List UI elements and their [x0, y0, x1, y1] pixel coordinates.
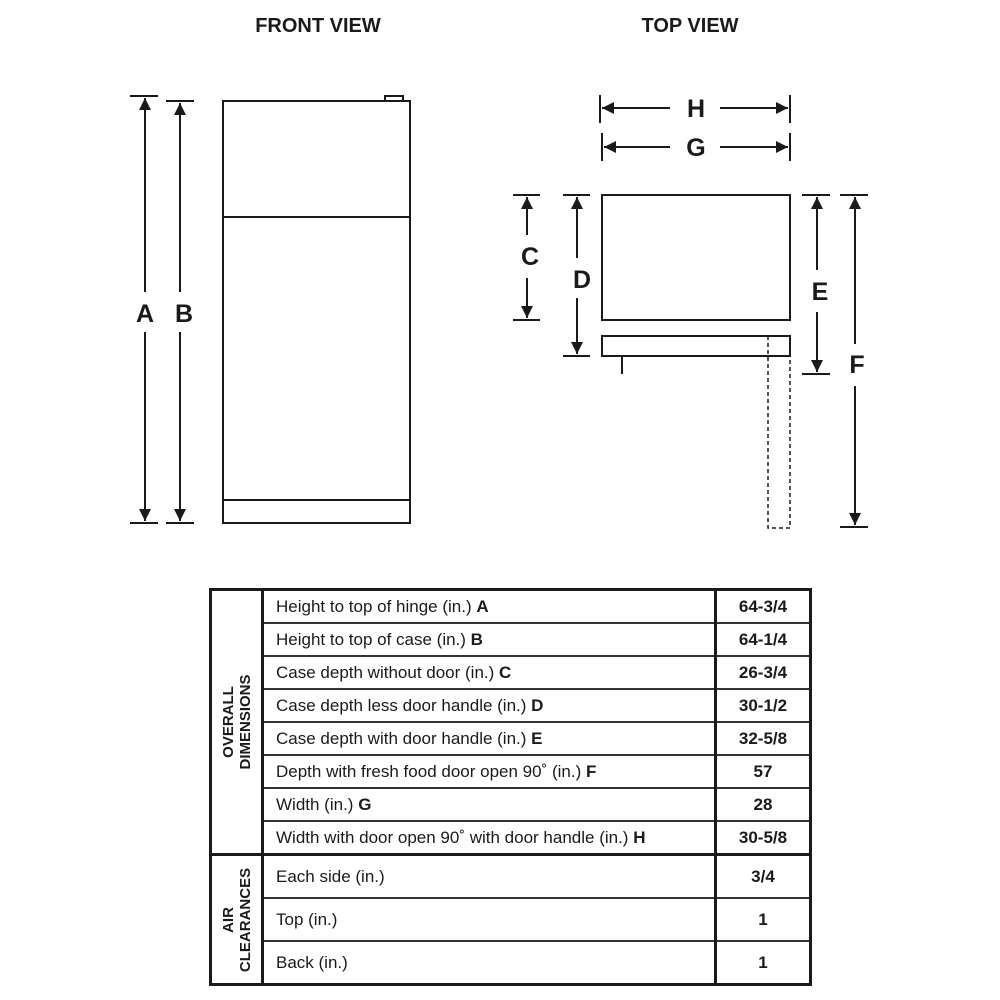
top-view-title: TOP VIEW — [641, 15, 739, 37]
table-row — [211, 590, 811, 624]
row-value: 57 — [716, 755, 811, 788]
specifications-table — [209, 588, 812, 986]
group-label-line: AIR — [219, 906, 237, 933]
row-value: 64-1/4 — [716, 623, 811, 656]
dimension-a-label: A — [135, 300, 155, 328]
row-description: Width with door open 90˚ with door handle (in.) H — [263, 821, 716, 855]
dimension-b-label: B — [174, 300, 194, 328]
row-description: Depth with fresh food door open 90˚ (in.) F — [263, 755, 716, 788]
group-label-line: CLEARANCES — [236, 867, 254, 972]
front-view-title: FRONT VIEW — [255, 15, 381, 37]
table-row — [211, 821, 811, 855]
dimension-f-label: F — [849, 351, 865, 379]
table-row — [211, 689, 811, 722]
air-clearances-group-label — [211, 855, 263, 985]
row-value: 30-1/2 — [716, 689, 811, 722]
row-description: Top (in.) — [263, 898, 716, 941]
table-row — [211, 755, 811, 788]
row-description: Each side (in.) — [263, 855, 716, 899]
row-description: Height to top of hinge (in.) A — [263, 590, 716, 624]
dimension-d-label: D — [572, 266, 592, 294]
row-description: Case depth less door handle (in.) D — [263, 689, 716, 722]
row-description: Width (in.) G — [263, 788, 716, 821]
row-value: 32-5/8 — [716, 722, 811, 755]
row-value: 1 — [716, 941, 811, 985]
row-value: 1 — [716, 898, 811, 941]
table-row — [211, 722, 811, 755]
dimension-h-label: H — [686, 95, 706, 123]
row-description: Case depth without door (in.) C — [263, 656, 716, 689]
table-row — [211, 623, 811, 656]
row-value: 26-3/4 — [716, 656, 811, 689]
table-row — [211, 898, 811, 941]
overall-dimensions-group-label — [211, 590, 263, 855]
hinge-icon — [385, 96, 403, 101]
table-row — [211, 855, 811, 899]
dimension-g-label: G — [686, 134, 706, 162]
table-row — [211, 941, 811, 985]
row-value: 64-3/4 — [716, 590, 811, 624]
dimension-e-label: E — [811, 278, 829, 306]
top-view-refrigerator — [602, 195, 790, 528]
group-label-line: DIMENSIONS — [236, 674, 254, 770]
row-value: 30-5/8 — [716, 821, 811, 855]
row-description: Back (in.) — [263, 941, 716, 985]
row-description: Height to top of case (in.) B — [263, 623, 716, 656]
front-view-refrigerator — [223, 96, 410, 523]
dimension-c-label: C — [520, 243, 540, 271]
group-label-line: OVERALL — [219, 686, 237, 758]
row-value: 3/4 — [716, 855, 811, 899]
row-description: Case depth with door handle (in.) E — [263, 722, 716, 755]
row-value: 28 — [716, 788, 811, 821]
table-row — [211, 788, 811, 821]
table-row — [211, 656, 811, 689]
